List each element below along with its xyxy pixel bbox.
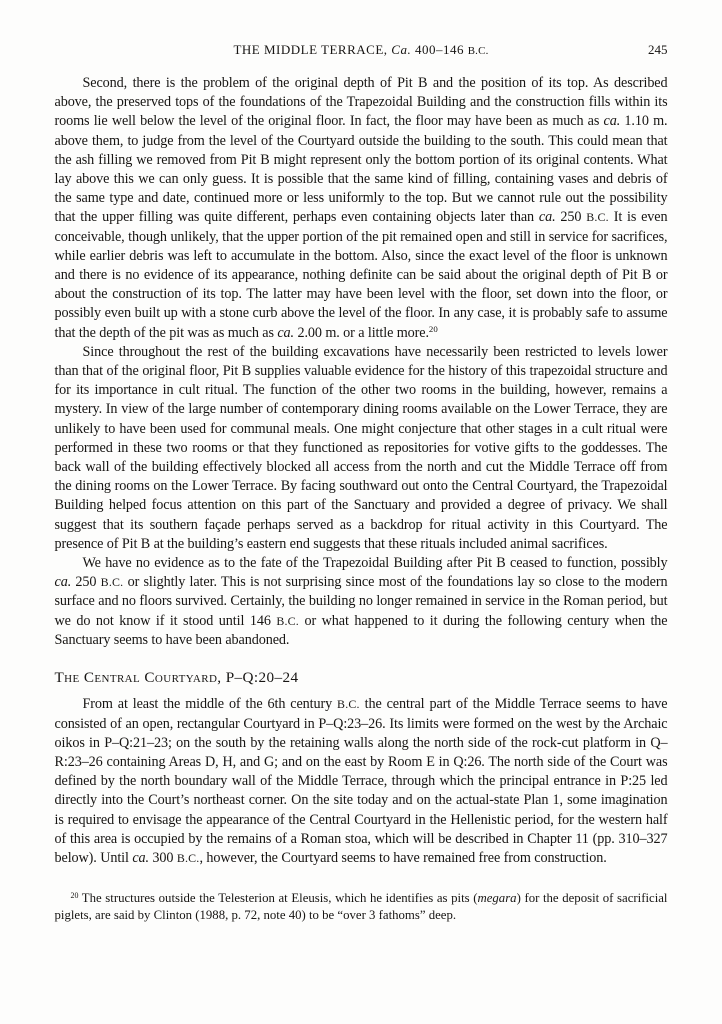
running-title <box>233 42 488 57</box>
text-run: B.C. <box>337 697 360 712</box>
text-run: 400–146 <box>411 42 468 57</box>
page-number: 245 <box>648 42 668 57</box>
paragraph-courtyard-limits <box>55 695 668 868</box>
text-run: ca. <box>54 574 72 591</box>
text-run: Ca. <box>391 42 412 57</box>
text-run: ) for the deposit of sacrificial piglets, are said by Clinton (1988, p. 72, note 40) to be “over 3 fathoms” deep. <box>54 891 668 923</box>
text-run: or what happened to it during the following century when the Sanctuary seems to have been abandoned. <box>54 612 668 648</box>
footnote-block <box>55 890 668 924</box>
paragraph-building-function <box>55 343 668 554</box>
text-run: B.C. <box>586 210 609 225</box>
text-run: The structures outside the Telesterion at Eleusis, which he identifies as pits ( <box>78 891 478 906</box>
text-run: or slightly later. This is not surprising since most of the foundations lay so close to the modern surface and no floors survived. Certainly, the building no longer remained in service in the Roman period, but we do not know if it stood until 146 <box>54 574 668 629</box>
page-header <box>55 42 668 60</box>
text-run: 2.00 m. or a little more. <box>294 324 429 341</box>
text-run: Second, there is the problem of the original depth of Pit B and the position of its top. As described above, the preserved tops of the foundations of the Trapezoidal Building and the construction fills within its rooms lie well below the level of the original floor. In fact, the floor may have been as much as <box>54 75 668 130</box>
text-run: , however, the Courtyard seems to have remained free from construction. <box>199 849 607 866</box>
page-body <box>55 74 668 868</box>
text-run: From at least the middle of the 6th century <box>82 696 338 713</box>
text-run: 20 <box>428 324 438 335</box>
text-run: 300 <box>148 849 177 866</box>
section-heading-central-courtyard <box>55 668 668 687</box>
text-run: 250 <box>555 209 587 226</box>
paragraph-pit-b-depth <box>55 74 668 343</box>
text-run: We have no evidence as to the fate of the Trapezoidal Building after Pit B ceased to function, possibly <box>82 555 668 572</box>
text-run: It is even conceivable, though unlikely, that the upper portion of the pit remained open and still in service for sacrifices, while earlier debris was left to accumulate in the bottom. Also, since the exact level of the floor is unknown and there is no evidence of its appearance, nothing definite can be said about the original depth of Pit B or about the construction of its top. The latter may have been level with the floor, set down into the floor, or possibly even built up with a stone curb above the level of the floor. In any case, it is probably safe to assume that the depth of the pit was as much as <box>54 209 668 341</box>
footnote-20 <box>55 890 668 924</box>
text-run: B.C. <box>100 575 124 590</box>
text-run: Since throughout the rest of the building excavations have necessarily been restricted to levels lower than that of the original floor, Pit B supplies valuable evidence for the history of this trapezoidal structure and for its importance in cult ritual. The function of the other two rooms in the building, however, remains a mystery. In view of the large number of contemporary dining rooms available on the Lower Terrace, they are unlikely to have been used for communal meals. One might conjecture that other stages in a cult ritual were performed in these two rooms or that they functioned as repositories for votive gifts to the goddesses. The back wall of the building effectively blocked all access from the north and cut the Middle Terrace off from the dining rooms on the Lower Terrace. By facing southward out onto the Central Courtyard, the Trapezoidal Building helped focus attention on this part of the Sanctuary and provided a degree of privacy. We shall suggest that its southern façade perhaps served as a backdrop for ritual activity in this Courtyard. The presence of Pit B at the building’s eastern end suggests that these rituals included animal sacrifices. <box>54 343 668 552</box>
text-run: 250 <box>71 574 101 591</box>
book-page <box>55 0 668 925</box>
paragraph-building-fate <box>55 554 668 650</box>
text-run: 1.10 m. above them, to judge from the level of the Courtyard outside the building to the south. This could mean that the ash filling we removed from Pit B might represent only the bottom portion of its original contents. What lay above this we can only guess. It is possible that the same kind of filling, containing vases and debris of the same type and date, continued more or less uniformly to the top. But we cannot rule out the possibility that the upper filling was quite different, perhaps even containing objects later than <box>54 113 668 226</box>
text-run: ca. <box>603 113 621 130</box>
text-run: The Central Courtyard, P–Q:20–24 <box>54 669 299 687</box>
text-run: 20 <box>70 891 79 901</box>
text-run: B.C. <box>176 850 200 865</box>
text-run: the central part of the Middle Terrace seems to have consisted of an open, rectangular Courtyard in P–Q:23–26. Its limits were formed on the west by the Archaic oikos in P–Q:21–23; on the south by the retaining walls along the north side of the rock-cut platform in Q–R:23–26 containing Areas D, H, and G; and on the east by Room E in Q:26. The north side of the Court was defined by the north boundary wall of the Middle Terrace, through which the principal entrance in P:25 led directly into the Court’s northeast corner. On the site today and on the actual-state Plan 1, some imagination is required to envisage the appearance of the Central Courtyard in the Hellenistic period, for the western half of this area is occupied by the remains of a Roman stoa, which will be described in Chapter 11 (pp. 310–327 below). Until <box>54 696 668 866</box>
text-run: ca. <box>277 324 294 341</box>
text-run: B.C. <box>276 613 299 628</box>
text-run: B.C. <box>467 45 489 57</box>
text-run: ca. <box>538 209 556 226</box>
text-run: megara <box>477 891 517 906</box>
text-run: THE MIDDLE TERRACE, <box>233 42 392 57</box>
text-run: ca. <box>132 849 149 866</box>
